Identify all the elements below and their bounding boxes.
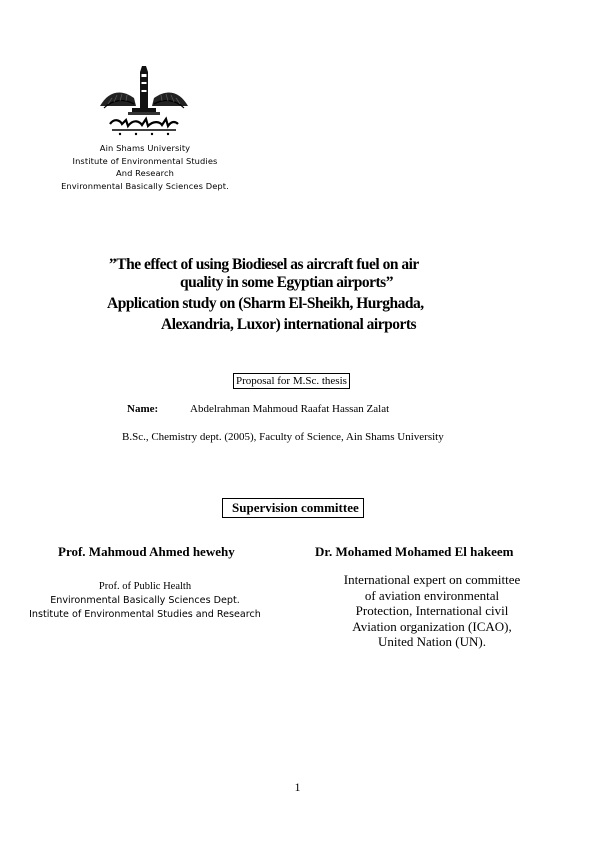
supervisor-2-title	[322, 572, 542, 650]
supervisor-2-line-2: of aviation environmental	[364, 587, 500, 603]
title-line-4: Alexandria, Luxor) international airports	[161, 316, 417, 333]
university-logo	[90, 62, 198, 140]
department-name: Environmental Basically Sciences Dept.	[61, 180, 229, 191]
supervisor-2-line-4: Aviation organization (ICAO),	[352, 618, 512, 634]
supervisor-1-department: Environmental Basically Sciences Dept.	[50, 595, 240, 606]
supervisor-2-line-1: International expert on committee	[343, 572, 521, 587]
institute-name: Institute of Environmental Studies	[72, 155, 218, 166]
supervisor-1-institute: Institute of Environmental Studies and Research	[29, 609, 261, 620]
supervisor-2-line-3: Protection, International civil	[355, 603, 509, 619]
page-number: 1	[294, 780, 301, 794]
supervisor-1-position: Prof. of Public Health	[98, 581, 192, 592]
candidate-degree: B.Sc., Chemistry dept. (2005), Faculty of Science, Ain Shams University	[122, 431, 444, 443]
name-label: Name:	[127, 403, 159, 415]
title-line-3: Application study on (Sharm El-Sheikh, Hurghada,	[107, 295, 424, 312]
title-line-2: quality in some Egyptian airports”	[180, 274, 393, 291]
university-header	[40, 142, 250, 192]
supervisor-2-line-5: United Nation (UN).	[378, 634, 486, 650]
proposal-label: Proposal for M.Sc. thesis	[233, 373, 350, 389]
candidate-name-row	[127, 403, 390, 415]
supervision-committee-heading: Supervision committee	[222, 498, 364, 518]
university-name: Ain Shams University	[99, 143, 191, 153]
title-line-1: ”The effect of using Biodiesel as aircraft fuel on air	[109, 256, 419, 273]
supervisor-1-title	[20, 580, 270, 622]
institute-name-continued: And Research	[115, 168, 175, 179]
supervisor-2-name: Dr. Mohamed Mohamed El hakeem	[315, 544, 514, 559]
name-value: Abdelrahman Mahmoud Raafat Hassan Zalat	[190, 403, 390, 415]
supervisor-1-name: Prof. Mahmoud Ahmed hewehy	[58, 544, 235, 559]
